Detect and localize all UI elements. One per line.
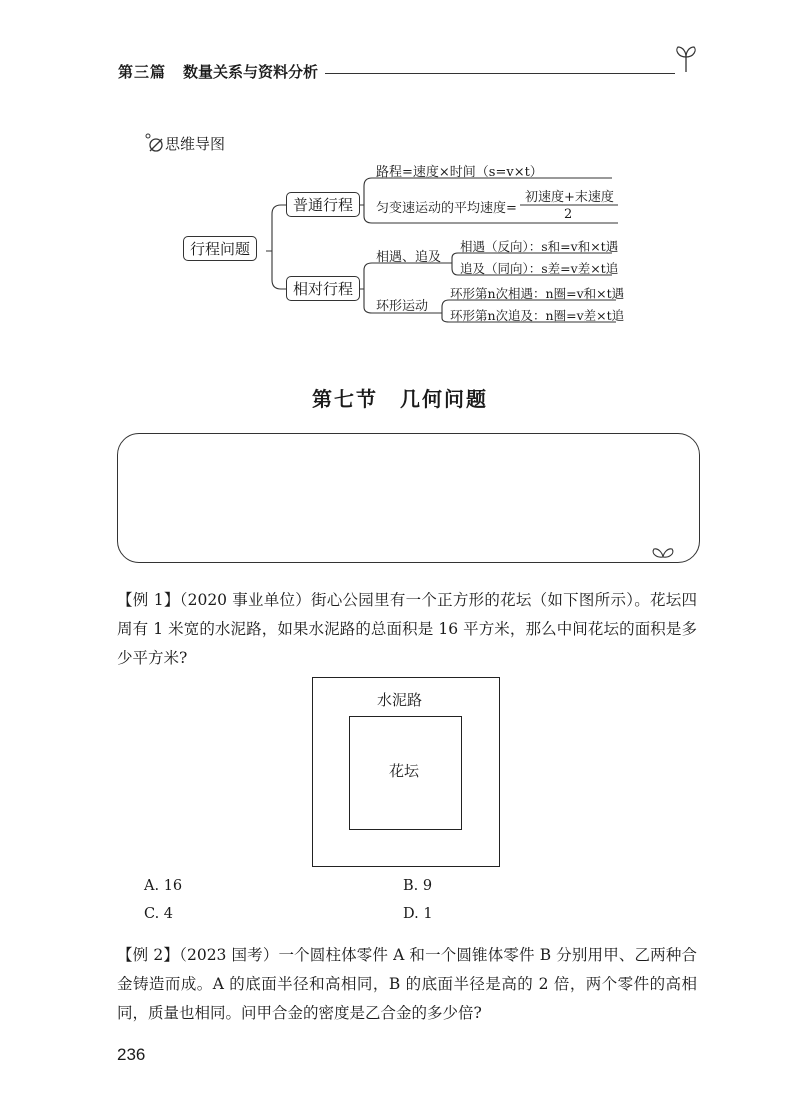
chapter-subtitle: 数量关系与资料分析 (183, 63, 319, 81)
mindmap-node-circular: 环形运动 (376, 299, 429, 314)
part-title: 第三篇 (118, 63, 167, 81)
flowerbed-label: 花坛 (389, 762, 420, 780)
mindmap-node-relative-travel: 相对行程 (286, 276, 360, 301)
formula-circular-meet: 环形第n次相遇：n圈=v和×t遇 (450, 286, 625, 301)
formula-distance: 路程=速度×时间（s=v×t） (376, 165, 543, 180)
formula-circular-chase: 环形第n次追及：n圈=v差×t追 (450, 308, 625, 323)
walkway-label: 水泥路 (377, 691, 423, 709)
example-1-question: 【例 1】（2020 事业单位）街心公园里有一个正方形的花坛（如下图所示）。花坛四周有 1 米宽的水泥路，如果水泥路的总面积是 16 平方米，那么中间花坛的面积是多少平方米? (117, 591, 697, 667)
leaf-ornament-icon (648, 544, 678, 560)
option-c: C. 4 (144, 906, 174, 922)
mindmap-node-meet-chase: 相遇、追及 (376, 250, 442, 265)
option-b: B. 9 (403, 878, 433, 894)
mindmap-root-node: 行程问题 (183, 236, 257, 261)
formula-avg-speed-prefix: 匀变速运动的平均速度= (376, 201, 517, 216)
section-title: 第七节 几何问题 (312, 387, 488, 411)
notes-box (117, 433, 700, 563)
formula-avg-speed-numerator: 初速度+末速度 (525, 190, 614, 205)
formula-meet: 相遇（反向）：s和=v和×t遇 (460, 239, 619, 254)
formula-avg-speed-denominator: 2 (564, 207, 573, 222)
page-number: 236 (117, 1045, 146, 1064)
option-a: A. 16 (144, 878, 183, 894)
mindmap-title: 思维导图 (165, 135, 226, 153)
example-2-question: 【例 2】（2023 国考）一个圆柱体零件 A 和一个圆锥体零件 B 分别用甲、乙两种合金铸造而成。A 的底面半径和高相同，B 的底面半径是高的 2 倍，两个零件的高相同，质量也相同。问甲合金的密度是乙合金的多少倍? (117, 946, 697, 1022)
option-d: D. 1 (403, 906, 433, 922)
mindmap-node-regular-travel: 普通行程 (286, 192, 360, 217)
formula-chase: 追及（同向）：s差=v差×t追 (460, 261, 619, 276)
